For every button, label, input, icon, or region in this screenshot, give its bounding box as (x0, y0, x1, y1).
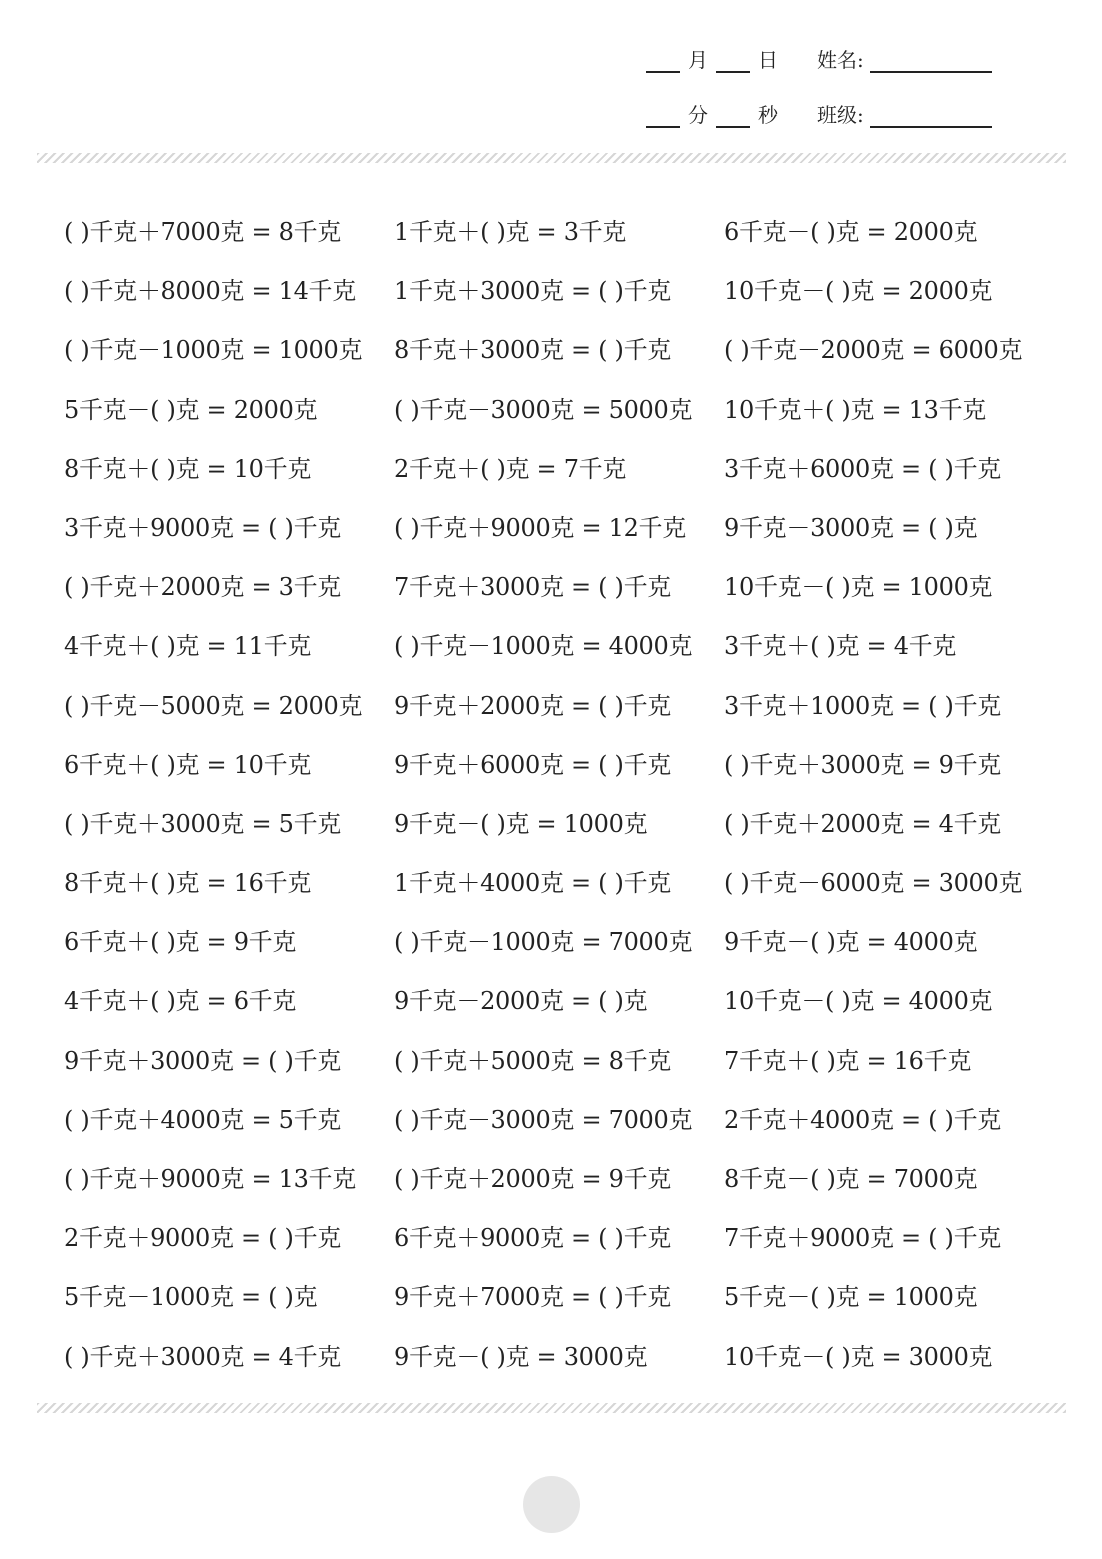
exercise-item: 10千克－( )克 = 1000克 (724, 573, 993, 602)
exercise-item: 7千克＋( )克 = 16千克 (724, 1046, 972, 1075)
exercise-item: 3千克＋1000克 = ( )千克 (724, 691, 1001, 720)
exercise-item: 4千克＋( )克 = 6千克 (64, 987, 297, 1016)
exercise-item: ( )千克＋3000克 = 9千克 (724, 750, 1001, 779)
exercise-row (64, 259, 1074, 318)
exercise-item: 7千克＋3000克 = ( )千克 (394, 573, 671, 602)
name-blank[interactable] (870, 49, 992, 73)
exercise-row (64, 674, 1074, 733)
top-divider (37, 153, 1066, 163)
exercise-item: 3千克＋( )克 = 4千克 (724, 632, 957, 661)
exercise-item: 2千克＋4000克 = ( )千克 (724, 1105, 1001, 1134)
exercise-item: 4千克＋( )克 = 11千克 (64, 632, 312, 661)
exercise-row (64, 910, 1074, 969)
exercise-item: 1千克＋3000克 = ( )千克 (394, 277, 671, 306)
class-blank[interactable] (870, 104, 992, 128)
day-label: 日 (758, 48, 778, 72)
exercise-item: 9千克＋7000克 = ( )千克 (394, 1283, 671, 1312)
exercise-row (64, 378, 1074, 437)
exercise-row (64, 318, 1074, 377)
exercise-item: ( )千克＋3000克 = 5千克 (64, 809, 341, 838)
exercise-row (64, 200, 1074, 259)
exercise-item: 10千克－( )克 = 2000克 (724, 277, 993, 306)
exercise-item: 6千克＋9000克 = ( )千克 (394, 1224, 671, 1253)
exercise-item: 6千克＋( )克 = 9千克 (64, 928, 297, 957)
date-field (646, 44, 782, 73)
exercise-item: 10千克＋( )克 = 13千克 (724, 395, 987, 424)
exercise-item: 2千克＋9000克 = ( )千克 (64, 1224, 341, 1253)
second-blank[interactable] (716, 104, 750, 128)
time-field (646, 99, 782, 128)
exercise-item: 3千克＋9000克 = ( )千克 (64, 513, 341, 542)
exercise-row (64, 792, 1074, 851)
exercise-item: ( )千克＋4000克 = 5千克 (64, 1105, 341, 1134)
exercise-item: 8千克＋( )克 = 16千克 (64, 869, 312, 898)
exercise-item: 1千克＋( )克 = 3千克 (394, 218, 627, 246)
exercise-item: 8千克－( )克 = 7000克 (724, 1165, 978, 1193)
exercise-item: ( )千克＋9000克 = 12千克 (394, 513, 686, 542)
exercise-row (64, 1325, 1074, 1384)
exercise-item: 6千克－( )克 = 2000克 (724, 218, 978, 246)
exercise-item: ( )千克－1000克 = 1000克 (64, 336, 363, 365)
bottom-divider (37, 1403, 1066, 1413)
second-label: 秒 (758, 103, 778, 127)
exercise-row (64, 1029, 1074, 1088)
exercise-item: ( )千克＋9000克 = 13千克 (64, 1165, 356, 1193)
exercise-item: 6千克＋( )克 = 10千克 (64, 750, 312, 779)
exercise-item: 9千克－( )克 = 4000克 (724, 928, 978, 957)
exercise-item: 5千克－1000克 = ( )克 (64, 1283, 318, 1312)
exercise-item: ( )千克－3000克 = 7000克 (394, 1105, 693, 1134)
exercise-row (64, 1088, 1074, 1147)
exercise-item: ( )千克＋2000克 = 9千克 (394, 1165, 671, 1193)
exercise-item: 9千克－( )克 = 3000克 (394, 1342, 648, 1371)
month-blank[interactable] (646, 49, 680, 73)
name-field (817, 44, 992, 73)
exercise-item: 5千克－( )克 = 1000克 (724, 1283, 978, 1312)
exercise-item: ( )千克－1000克 = 4000克 (394, 632, 693, 661)
exercise-item: ( )千克＋5000克 = 8千克 (394, 1046, 671, 1075)
exercise-item: 9千克－3000克 = ( )克 (724, 513, 978, 542)
exercise-row (64, 1206, 1074, 1265)
exercise-item: ( )千克＋7000克 = 8千克 (64, 218, 341, 246)
exercise-grid (64, 200, 1074, 1384)
day-blank[interactable] (716, 49, 750, 73)
exercise-item: 7千克＋9000克 = ( )千克 (724, 1224, 1001, 1253)
exercise-row (64, 969, 1074, 1028)
class-field (817, 99, 992, 128)
minute-blank[interactable] (646, 104, 680, 128)
exercise-row (64, 614, 1074, 673)
exercise-item: 3千克＋6000克 = ( )千克 (724, 454, 1001, 483)
exercise-row (64, 437, 1074, 496)
minute-label: 分 (688, 103, 708, 127)
exercise-item: 9千克＋6000克 = ( )千克 (394, 750, 671, 779)
name-label: 姓名: (817, 48, 864, 72)
exercise-row (64, 1147, 1074, 1206)
exercise-item: 10千克－( )克 = 4000克 (724, 987, 993, 1016)
exercise-item: 9千克－2000克 = ( )克 (394, 987, 648, 1016)
class-label: 班级: (817, 103, 864, 127)
exercise-item: 9千克＋2000克 = ( )千克 (394, 691, 671, 720)
exercise-item: 9千克－( )克 = 1000克 (394, 809, 648, 838)
exercise-item: ( )千克＋8000克 = 14千克 (64, 277, 356, 306)
exercise-item: 5千克－( )克 = 2000克 (64, 395, 318, 424)
exercise-row (64, 555, 1074, 614)
exercise-item: ( )千克－5000克 = 2000克 (64, 691, 363, 720)
exercise-item: 10千克－( )克 = 3000克 (724, 1342, 993, 1371)
exercise-item: 9千克＋3000克 = ( )千克 (64, 1046, 341, 1075)
exercise-item: ( )千克－6000克 = 3000克 (724, 869, 1023, 898)
month-label: 月 (688, 48, 708, 72)
exercise-row (64, 1265, 1074, 1324)
exercise-item: 8千克＋3000克 = ( )千克 (394, 336, 671, 365)
exercise-item: 1千克＋4000克 = ( )千克 (394, 869, 671, 898)
exercise-item: ( )千克－1000克 = 7000克 (394, 928, 693, 957)
exercise-item: ( )千克＋3000克 = 4千克 (64, 1342, 341, 1371)
exercise-item: ( )千克＋2000克 = 4千克 (724, 809, 1001, 838)
exercise-item: ( )千克＋2000克 = 3千克 (64, 573, 341, 602)
exercise-item: ( )千克－3000克 = 5000克 (394, 395, 693, 424)
exercise-item: 8千克＋( )克 = 10千克 (64, 454, 312, 483)
exercise-item: 2千克＋( )克 = 7千克 (394, 454, 627, 483)
exercise-row (64, 496, 1074, 555)
page-indicator (523, 1476, 580, 1533)
exercise-row (64, 851, 1074, 910)
exercise-row (64, 733, 1074, 792)
exercise-item: ( )千克－2000克 = 6000克 (724, 336, 1023, 365)
